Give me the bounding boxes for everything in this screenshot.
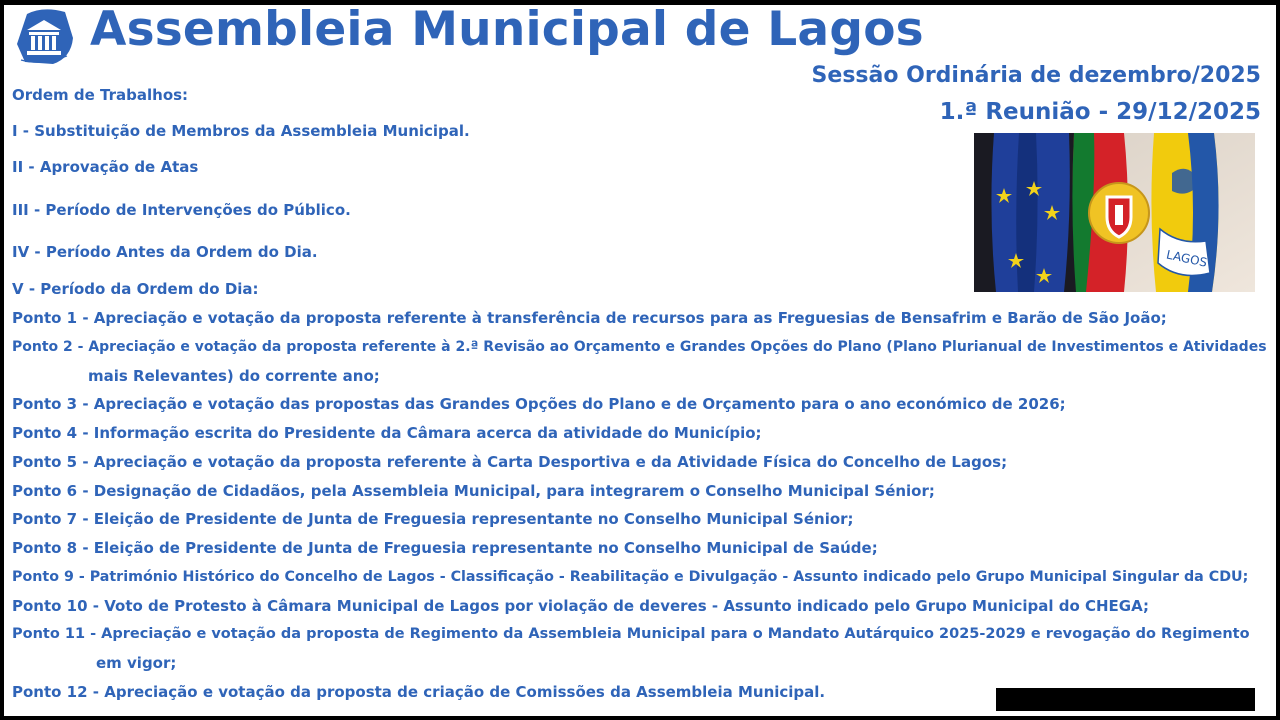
- redaction-box: [996, 688, 1255, 711]
- agenda-point-4: Ponto 4 - Informação escrita do Presidente da Câmara acerca da atividade do Município;: [12, 424, 762, 442]
- agenda-item-5: V - Período da Ordem do Dia:: [12, 280, 259, 298]
- agenda-point-7: Ponto 7 - Eleição de Presidente de Junta de Freguesia representante no Conselho Municipal Sénior;: [12, 510, 854, 528]
- agenda-point-1: Ponto 1 - Apreciação e votação da proposta referente à transferência de recursos para as Freguesias de Bensafrim e Barão de São João;: [12, 309, 1167, 327]
- agenda-item-1: I - Substituição de Membros da Assembleia Municipal.: [12, 122, 470, 140]
- agenda-item-3: III - Período de Intervenções do Público.: [12, 201, 351, 219]
- agenda-point-6: Ponto 6 - Designação de Cidadãos, pela Assembleia Municipal, para integrarem o Conselho Municipal Sénior;: [12, 482, 935, 500]
- meeting-date: 1.ª Reunião - 29/12/2025: [939, 99, 1261, 125]
- frame-bottom: [0, 716, 1280, 720]
- agenda-item-4: IV - Período Antes da Ordem do Dia.: [12, 243, 318, 261]
- agenda-point-2-cont: mais Relevantes) do corrente ano;: [88, 367, 380, 385]
- agenda-point-11: Ponto 11 - Apreciação e votação da proposta de Regimento da Assembleia Municipal para o Mandato Autárquico 2025-2029 e revogação do Regimento: [12, 626, 1250, 642]
- flag-banner-text: LAGOS: [1165, 247, 1209, 270]
- agenda-point-10: Ponto 10 - Voto de Protesto à Câmara Municipal de Lagos por violação de deveres - Assunto indicado pelo Grupo Municipal do CHEGA;: [12, 597, 1150, 615]
- agenda-point-12: Ponto 12 - Apreciação e votação da proposta de criação de Comissões da Assembleia Municipal.: [12, 683, 826, 701]
- frame-right: [1276, 0, 1280, 720]
- agenda-point-2: Ponto 2 - Apreciação e votação da proposta referente à 2.ª Revisão ao Orçamento e Grandes Opções do Plano (Plano Plurianual de Investimentos e Atividades: [12, 339, 1267, 355]
- agenda-point-11-cont: em vigor;: [96, 654, 177, 672]
- session-title: Sessão Ordinária de dezembro/2025: [811, 63, 1261, 88]
- frame-left: [0, 0, 4, 720]
- agenda-point-9: Ponto 9 - Património Histórico do Concelho de Lagos - Classificação - Reabilitação e Divulgação - Assunto indicado pelo Grupo Municipal Singular da CDU;: [12, 569, 1249, 585]
- assembly-logo-icon: [13, 8, 75, 66]
- agenda-heading: Ordem de Trabalhos:: [12, 86, 189, 104]
- agenda-point-8: Ponto 8 - Eleição de Presidente de Junta de Freguesia representante no Conselho Municipal de Saúde;: [12, 539, 878, 557]
- page-title: Assembleia Municipal de Lagos: [90, 2, 924, 57]
- agenda-item-2: II - Aprovação de Atas: [12, 158, 199, 176]
- agenda-point-5: Ponto 5 - Apreciação e votação da proposta referente à Carta Desportiva e da Atividade Física do Concelho de Lagos;: [12, 453, 1008, 471]
- flags-photo: [974, 133, 1255, 292]
- agenda-point-3: Ponto 3 - Apreciação e votação das propostas das Grandes Opções do Plano e de Orçamento para o ano económico de 2026;: [12, 395, 1066, 413]
